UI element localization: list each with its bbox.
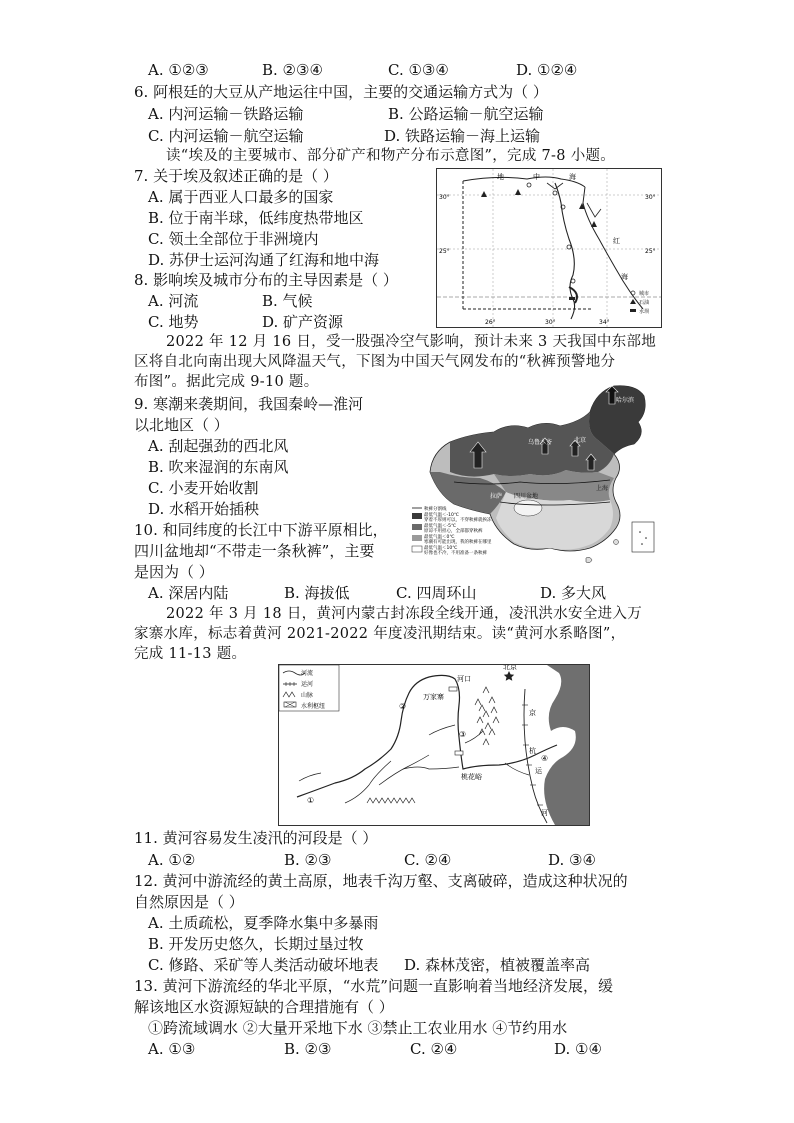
q12-option-d: D. 森林茂密，植被覆盖率高	[404, 956, 591, 974]
label-n2: ②	[399, 702, 407, 711]
label-n4: ④	[541, 754, 549, 763]
svg-text:最低气温＜0℃: 最低气温＜0℃	[424, 535, 455, 540]
q8-option-c: C. 地势	[148, 313, 199, 331]
label-n3: ③	[459, 730, 467, 739]
q8-stem: 8. 影响埃及城市分布的主导因素是（ ）	[134, 271, 398, 289]
q5-option-c: C. ①③④	[388, 61, 449, 79]
city-sichuan-basin: 四川盆地	[514, 493, 539, 500]
q5-option-d: D. ①②④	[516, 61, 578, 79]
svg-text:34°: 34°	[599, 319, 610, 326]
egypt-intro: 读“埃及的主要城市、部分矿产和物产分布示意图”，完成 7-8 小题。	[166, 148, 616, 164]
river-intro-line-2: 家寨水库，标志着黄河 2021-2022 年度凌汛期结束。读“黄河水系略图”，	[134, 626, 626, 642]
q13-items: ①跨流域调水 ②大量开采地下水 ③禁止工农业用水 ④节约用水	[148, 1019, 568, 1037]
cold-intro-line-1: 2022 年 12 月 16 日，受一股强冷空气影响，预计未来 3 天我国中东部地	[166, 334, 657, 350]
svg-text:穿着不厚则可以，不穿秋裤就挨冻: 穿着不厚则可以，不穿秋裤就挨冻	[424, 518, 492, 523]
q13-option-b: B. ②③	[284, 1040, 332, 1058]
q12-option-c: C. 修路、采矿等人类活动破坏地表	[148, 956, 379, 974]
q11-stem: 11. 黄河容易发生凌汛的河段是（ ）	[134, 829, 378, 847]
city-shanghai: 上海	[596, 485, 609, 492]
label-beijing: 北京	[503, 665, 517, 671]
q6-option-d: D. 铁路运输－海上运输	[384, 127, 541, 145]
q9-option-b: B. 吹来湿润的东南风	[148, 458, 289, 476]
svg-text:最低气温＜10℃: 最低气温＜10℃	[424, 546, 458, 551]
q10-stem-2: 四川盆地却“不带走一条秋裤”，主要	[134, 542, 375, 560]
q9-option-c: C. 小麦开始收割	[148, 479, 259, 497]
label-yun: 运	[535, 767, 542, 775]
legend-dam: 水坝	[639, 309, 650, 315]
q13-stem-1: 13. 黄河下游流经的华北平原，“水荒”问题一直影响着当地经济发展，缓	[134, 977, 613, 995]
svg-text:26°: 26°	[485, 319, 496, 326]
q11-option-b: B. ②③	[284, 851, 332, 869]
svg-text:原谅不用担心，全部都穿秋裤: 原谅不用担心，全部都穿秋裤	[424, 529, 483, 534]
yellow-river-map	[278, 664, 590, 826]
svg-text:最低气温＜-5℃: 最低气温＜-5℃	[424, 524, 457, 529]
q7-stem: 7. 关于埃及叙述正确的是（ ）	[134, 167, 338, 185]
q6-option-a: A. 内河运输－铁路运输	[148, 105, 304, 123]
label-jing: 京	[529, 709, 536, 717]
legend-oil: 石油	[639, 300, 650, 306]
q13-option-a: A. ①③	[148, 1040, 196, 1058]
map-label-zhong: 中	[533, 173, 540, 181]
legend-dam: 水利枢纽	[301, 703, 326, 710]
label-taohuayu: 桃花峪	[461, 773, 482, 781]
q9-option-d: D. 水稻开始插秧	[148, 500, 260, 518]
cold-intro-line-2: 区将自北向南出现大风降温天气，下图为中国天气网发布的“秋裤预警地分	[134, 354, 616, 370]
map-label-di: 地	[497, 173, 504, 181]
q10-option-c: C. 四周环山	[396, 584, 477, 602]
q13-option-d: D. ①④	[554, 1040, 602, 1058]
svg-text:30°: 30°	[545, 319, 556, 326]
q7-option-c: C. 领土全部位于非洲境内	[148, 230, 319, 248]
legend-canal: 运河	[301, 681, 314, 688]
q10-option-a: A. 深居内陆	[148, 584, 229, 602]
q6-option-b: B. 公路运输－航空运输	[388, 105, 544, 123]
svg-text:25°: 25°	[439, 248, 450, 255]
q9-option-a: A. 刮起强劲的西北风	[148, 437, 289, 455]
q7-option-b: B. 位于南半球，低纬度热带地区	[148, 209, 364, 227]
q13-stem-2: 解该地区水资源短缺的合理措施有（ ）	[134, 998, 394, 1016]
map-label-hai2: 海	[621, 273, 628, 281]
label-n1: ①	[307, 796, 315, 805]
q12-stem-2: 自然原因是（ ）	[134, 893, 244, 911]
label-hang: 杭	[529, 747, 536, 755]
label-he: 河	[541, 809, 548, 817]
city-harbin: 哈尔滨	[616, 397, 635, 404]
q9-stem-2: 以北地区（ ）	[134, 416, 229, 434]
q10-stem-3: 是因为（ ）	[134, 563, 214, 581]
city-beijing: 北京	[574, 437, 587, 444]
q8-option-b: B. 气候	[262, 292, 313, 310]
river-intro-line-3: 完成 11-13 题。	[134, 646, 247, 662]
q12-option-b: B. 开发历史悠久，长期过垦过牧	[148, 935, 364, 953]
q8-option-a: A. 河流	[148, 292, 199, 310]
legend-city: 城市	[639, 291, 650, 297]
q6-option-c: C. 内河运输－航空运输	[148, 127, 304, 145]
svg-text:30°: 30°	[645, 194, 656, 201]
legend-title: 秋裤分割线	[424, 507, 447, 512]
q5-option-a: A. ①②③	[148, 61, 209, 79]
svg-text:寒潮有可能出现，我的秋裤在哪里: 寒潮有可能出现，我的秋裤在哪里	[424, 540, 492, 545]
q11-option-d: D. ③④	[548, 851, 596, 869]
river-intro-line-1: 2022 年 3 月 18 日，黄河内蒙古封冻段全线开通，凌汛洪水安全进入万	[166, 606, 643, 622]
q6-stem: 6. 阿根廷的大豆从产地运往中国，主要的交通运输方式为（ ）	[134, 83, 548, 101]
legend-river: 河流	[301, 670, 314, 677]
label-hekou: 河口	[457, 675, 471, 683]
svg-text:好像也不冷，不用准备一条秋裤: 好像也不冷，不用准备一条秋裤	[424, 551, 487, 556]
cold-intro-line-3: 布图”。据此完成 9-10 题。	[134, 374, 319, 390]
q7-option-a: A. 属于西亚人口最多的国家	[148, 188, 334, 206]
q5-option-b: B. ②③④	[262, 61, 323, 79]
svg-text:25°: 25°	[645, 248, 656, 255]
q11-option-a: A. ①②	[148, 851, 196, 869]
q12-stem-1: 12. 黄河中游流经的黄土高原，地表千沟万壑、支离破碎，造成这种状况的	[134, 872, 628, 890]
city-lhasa: 拉萨	[490, 493, 503, 500]
q10-option-d: D. 多大风	[540, 584, 607, 602]
q11-option-c: C. ②④	[404, 851, 452, 869]
map-label-hong: 红	[613, 237, 620, 245]
q9-stem-1: 9. 寒潮来袭期间，我国秦岭—淮河	[134, 395, 364, 413]
china-cold-map	[410, 382, 662, 572]
q10-stem-1: 10. 和同纬度的长江中下游平原相比，	[134, 521, 388, 539]
label-wanjiazhai: 万家寨	[423, 693, 444, 701]
egypt-map	[436, 168, 662, 328]
q7-option-d: D. 苏伊士运河沟通了红海和地中海	[148, 251, 380, 269]
q13-option-c: C. ②④	[410, 1040, 458, 1058]
svg-text:最低气温＜-10℃: 最低气温＜-10℃	[424, 513, 459, 518]
q12-option-a: A. 土质疏松，夏季降水集中多暴雨	[148, 914, 379, 932]
q10-option-b: B. 海拔低	[284, 584, 350, 602]
map-label-hai: 海	[569, 173, 576, 181]
svg-text:30°: 30°	[439, 194, 450, 201]
city-urumqi: 乌鲁木齐	[528, 439, 553, 446]
q8-option-d: D. 矿产资源	[262, 313, 344, 331]
legend-mountain: 山脉	[301, 692, 314, 699]
